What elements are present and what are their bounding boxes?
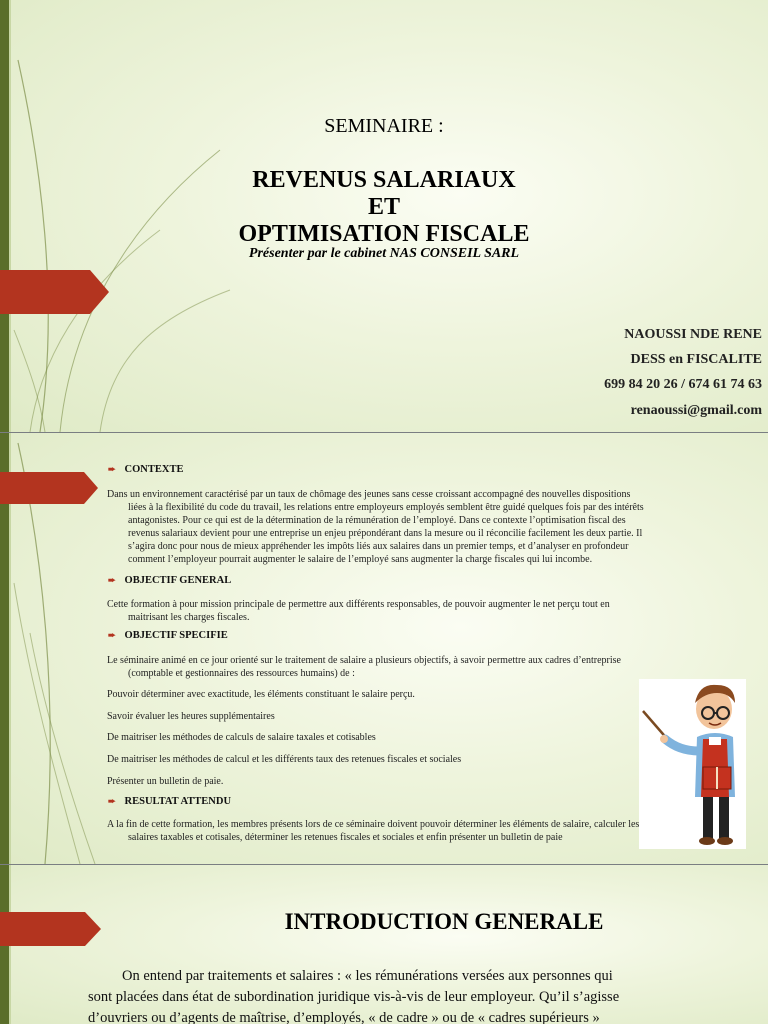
bullet-objectif-specifie (108, 630, 228, 641)
author-name: NAOUSSI NDE RENE (624, 327, 762, 342)
slide-objectives (0, 433, 768, 864)
teacher-illustration (639, 679, 746, 849)
objective-item-1: Pouvoir déterminer avec exactitude, les éléments constituant le salaire perçu. (107, 689, 415, 700)
slide-tag-arrow-icon (0, 270, 109, 314)
author-degree: DESS en FISCALITE (630, 352, 762, 367)
contexte-line-1: Dans un environnement caractérisé par un taux de chômage des jeunes sans cesse croissant accompagné des nouvelles dispositions (107, 489, 631, 500)
slide-introduction (0, 865, 768, 1024)
resultat-paragraph (107, 818, 717, 844)
intro-line-1: On entend par traitements et salaires : « les rémunérations versées aux personnes qui (122, 968, 613, 984)
objectif-general-label: OBJECTIF GENERAL (124, 575, 232, 586)
seminar-subtitle: Présenter par le cabinet NAS CONSEIL SARL (248, 246, 520, 261)
objectif-general-line-2: maitrisant les charges fiscales. (128, 612, 250, 623)
bullet-resultat-attendu (108, 796, 231, 807)
objective-item-5: Présenter un bulletin de paie. (107, 776, 224, 787)
arrow-bullet-icon: ➨ (108, 796, 116, 806)
title-line-1: REVENUS SALARIAUX (252, 167, 516, 193)
author-phone: 699 84 20 26 / 674 61 74 63 (604, 377, 762, 392)
introduction-title: INTRODUCTION GENERALE (284, 909, 604, 934)
teacher-pointer-icon (639, 679, 746, 849)
contexte-line-4: revenus salariaux devient pour une entreprise un enjeu prépondérant dans la mesure ou il réconcilie facilement les deux partie. Il (128, 528, 643, 539)
contexte-paragraph (107, 488, 717, 566)
slide-tag-arrow-icon (0, 472, 98, 504)
intro-line-2: sont placées dans état de subordination juridique vis-à-vis de leur employeur. Qu’il s’agisse (88, 989, 620, 1005)
seminar-heading: SEMINAIRE : (324, 115, 444, 137)
slide-title (0, 0, 768, 432)
title-line-3: OPTIMISATION FISCALE (238, 221, 530, 247)
seminar-title (0, 167, 768, 248)
objective-item-4: De maitriser les méthodes de calcul et les différents taux des retenues fiscales et sociales (107, 754, 462, 765)
contexte-line-3: antagonistes. Pour ce qui est de la détermination de la rémunération de l’employé. Dans ce contexte l’optimisation fiscal des (128, 515, 626, 526)
bullet-contexte (108, 464, 183, 475)
arrow-bullet-icon: ➨ (108, 575, 116, 585)
arrow-bullet-icon: ➨ (108, 630, 116, 640)
objective-item-2: Savoir évaluer les heures supplémentaires (107, 711, 275, 722)
author-email[interactable]: renaoussi@gmail.com (630, 403, 762, 418)
resultat-label: RESULTAT ATTENDU (124, 796, 232, 807)
contexte-line-6: comment l’employeur pourrait augmenter le salaire de l’employé sans augmenter la charge fiscales qui lui incombe. (128, 554, 593, 565)
objectif-specifie-line-1: Le séminaire animé en ce jour orienté sur le traitement de salaire a plusieurs objectifs, à savoir permettre aux cadres d’entreprise (107, 655, 621, 666)
contexte-label: CONTEXTE (124, 464, 184, 475)
objectif-specifie-line-2: (comptable et gestionnaires des ressources humains) de : (128, 668, 355, 679)
objectif-general-paragraph (107, 598, 717, 624)
objective-item-3: De maitriser les méthodes de calculs de salaire taxales et cotisables (107, 732, 376, 743)
objectif-specifie-paragraph (107, 654, 717, 680)
bullet-objectif-general (108, 575, 231, 586)
introduction-paragraph (88, 966, 688, 1024)
resultat-line-1: A la fin de cette formation, les membres présents lors de ce séminaire doivent pouvoir déterminer les éléments de salaire, calculer les (107, 819, 640, 830)
arrow-bullet-icon: ➨ (108, 464, 116, 474)
intro-line-3: d’ouvriers ou d’agents de maîtrise, d’employés, « de cadre » ou de « cadres supérieurs » (88, 1010, 600, 1024)
title-line-2: ET (367, 194, 400, 220)
contexte-line-5: s’agira donc pour nous de mieux appréhender les impôts liés aux salaires dans un premier temps, et d’analyser en profondeur (128, 541, 629, 552)
objectif-general-line-1: Cette formation à pour mission principale de permettre aux différents responsables, de pouvoir augmenter le net perçu tout en (107, 599, 610, 610)
resultat-line-2: salaires taxables et cotisales, déterminer les retenues fiscales et sociales et enfin présenter un bulletin de paie (128, 832, 563, 843)
objectif-specifie-label: OBJECTIF SPECIFIE (124, 630, 228, 641)
contexte-line-2: liées à la flexibilité du code du travail, les relations entre employeurs employés semblent être guidé quelques fois par des intérêts (128, 502, 644, 513)
